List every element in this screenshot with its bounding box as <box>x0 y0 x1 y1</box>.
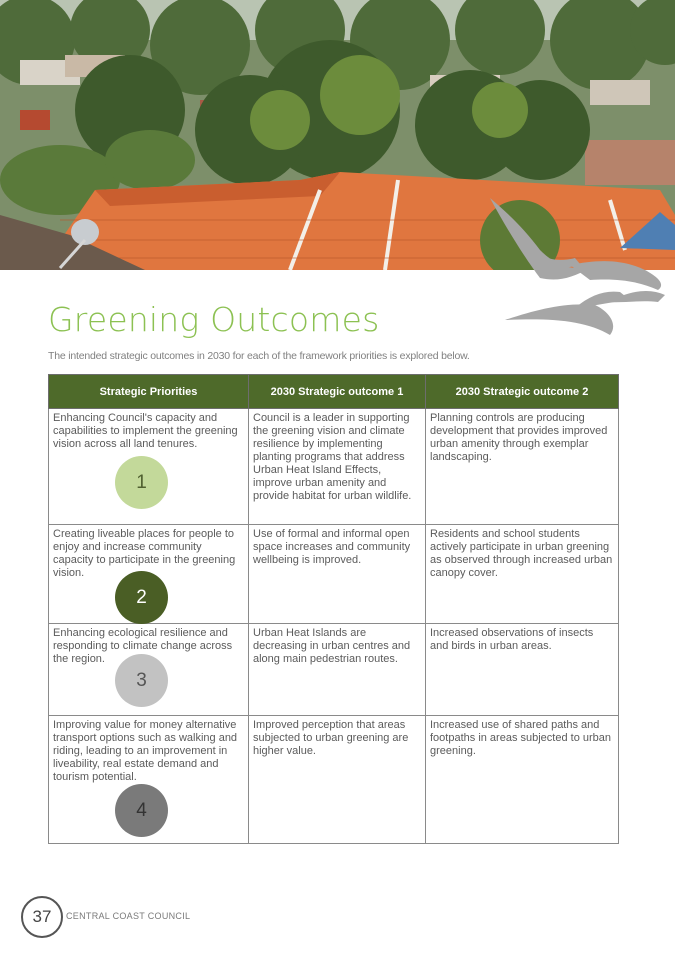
header-strategic-priorities: Strategic Priorities <box>49 375 249 409</box>
table-header-row <box>49 375 619 409</box>
organisation-name: CENTRAL COAST COUNCIL <box>66 911 191 921</box>
priority-text: Enhancing ecological resilience and responding to climate change across the region. <box>53 627 233 665</box>
outcomes-table <box>48 374 619 844</box>
page-number: 37 <box>21 896 63 938</box>
priority-text: Enhancing Council's capacity and capabilities to implement the greening vision across all land tenures. <box>53 412 238 450</box>
outcome-1-cell: Council is a leader in supporting the greening vision and climate resilience by implementing planting programs that address Urban Heat Island Effects, improve urban amenity and provide habitat for urban wildlife. <box>249 409 426 525</box>
outcome-2-cell: Increased use of shared paths and footpaths in areas subjected to urban greening. <box>426 716 619 844</box>
table-row <box>49 409 619 525</box>
outcome-2-cell: Residents and school students actively participate in urban greening as observed through increased urban canopy cover. <box>426 525 619 624</box>
page-title: Greening Outcomes <box>48 300 380 339</box>
priority-text: Creating liveable places for people to enjoy and increase community capacity to participate in the greening vision. <box>53 528 236 579</box>
outcome-1-cell: Use of formal and informal open space increases and community wellbeing is improved. <box>249 525 426 624</box>
priority-number-badge: 2 <box>115 571 168 624</box>
birds-illustration <box>480 190 670 350</box>
priority-number-badge: 3 <box>115 654 168 707</box>
priority-cell <box>49 716 249 844</box>
table-row <box>49 624 619 716</box>
outcome-2-cell: Planning controls are producing development that provides improved urban amenity through exemplar landscaping. <box>426 409 619 525</box>
priority-cell <box>49 624 249 716</box>
table-row <box>49 716 619 844</box>
priority-cell <box>49 525 249 624</box>
header-outcome-1: 2030 Strategic outcome 1 <box>249 375 426 409</box>
priority-number-badge: 4 <box>115 784 168 837</box>
table-row <box>49 525 619 624</box>
priority-cell <box>49 409 249 525</box>
priority-number-badge: 1 <box>115 456 168 509</box>
outcome-1-cell: Improved perception that areas subjected to urban greening are higher value. <box>249 716 426 844</box>
header-outcome-2: 2030 Strategic outcome 2 <box>426 375 619 409</box>
outcome-1-cell: Urban Heat Islands are decreasing in urban centres and along main pedestrian routes. <box>249 624 426 716</box>
outcome-2-cell: Increased observations of insects and birds in urban areas. <box>426 624 619 716</box>
page-subtitle: The intended strategic outcomes in 2030 for each of the framework priorities is explored below. <box>48 350 470 362</box>
priority-text: Improving value for money alternative transport options such as walking and riding, leading to an improvement in liveability, real estate demand and tourism potential. <box>53 719 238 783</box>
